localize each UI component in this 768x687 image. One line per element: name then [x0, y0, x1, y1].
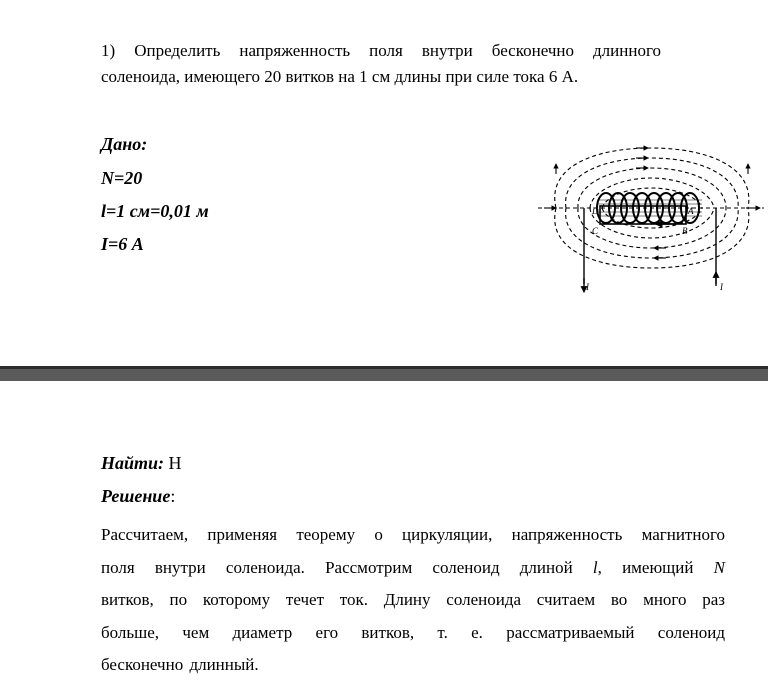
solution-line-5: бесконечно длинный. [101, 655, 259, 674]
field-direction-arrows [544, 148, 760, 258]
solution-line-4: больше, чем диаметр его витков, т. е. рассматриваемый соленоид [101, 622, 725, 642]
label-point-c: C [592, 226, 599, 236]
given-heading: Дано: [101, 134, 148, 154]
page-gap [0, 366, 768, 381]
solution-line-2-pre: поля внутри соленоида. Рассмотрим соленоид длиной [101, 557, 593, 577]
problem-line-2: соленоида, имеющего 20 витков на 1 см длины при силе тока 6 А. [101, 67, 579, 86]
solution-paragraph [101, 519, 725, 682]
given-item-n: N=20 [101, 168, 143, 188]
solution-symbol-l: l [592, 557, 598, 577]
label-point-b: B [682, 226, 688, 236]
solution-heading-line [101, 486, 175, 507]
label-current-left: I [586, 282, 589, 292]
find-line [101, 453, 182, 474]
label-point-d: D [592, 206, 599, 216]
solenoid-coils [597, 193, 699, 223]
label-current-right: I [720, 282, 723, 292]
solution-line-1: Рассчитаем, применяя теорему о циркуляции, напряженность магнитного [101, 525, 725, 544]
solution-line-2 [101, 552, 725, 585]
problem-statement [101, 38, 661, 90]
label-point-a: A [688, 206, 694, 216]
given-item-l: l=1 см=0,01 м [101, 201, 209, 221]
problem-line-1: 1) Определить напряженность поля внутри бесконечно длинного [101, 41, 661, 60]
solution-colon: : [170, 486, 176, 506]
find-label: Найти: [101, 453, 165, 473]
given-item-i: I=6 А [101, 234, 144, 254]
solution-line-3: витков, по которому течет ток. Длину соленоида считаем во много раз [101, 590, 725, 609]
solution-symbol-n: N [713, 557, 725, 577]
solution-line-2-mid: , имеющий [597, 557, 714, 577]
solenoid-field-diagram [536, 136, 766, 296]
solution-heading: Решение [101, 486, 171, 506]
find-value: H [168, 453, 182, 473]
